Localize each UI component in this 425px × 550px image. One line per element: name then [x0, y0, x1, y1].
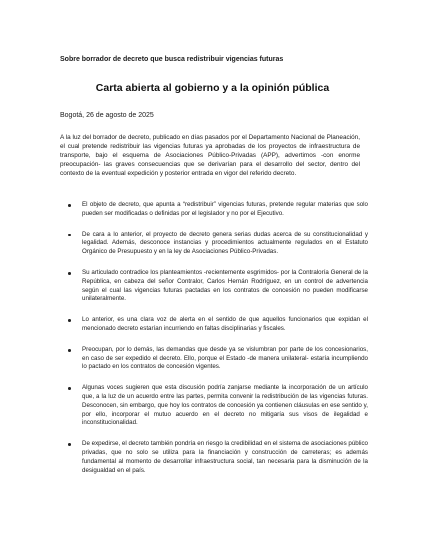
bullet-item: [68, 346, 368, 372]
bullet-text: Lo anterior, es una clara voz de alerta en el sentido de que aquellos funcionarios que expidan el mencionado decreto estarían incurriendo en faltas disciplinarias y fiscales.: [82, 316, 368, 332]
bullet-list: [68, 201, 368, 487]
intro-paragraph: A la luz del borrador de decreto, publicado en días pasados por el Departamento Nacional de Planeación, el cual pretende redistribuir las vigencias futuras ya aprobadas de los proyectos de infraestructura de transporte, bajo el esquema de Asociaciones Público-Privadas (APP), advertimos -con enorme preocupación- las graves consecuencias que se derivarían para el desarrollo del sector, dentro del contexto de la eventual expedición y posterior entrada en vigor del referido decreto.: [60, 134, 360, 178]
document-kicker: Sobre borrador de decreto que busca redistribuir vigencias futuras: [60, 56, 284, 63]
bullet-dot-icon: [68, 204, 71, 207]
bullet-item: [68, 269, 368, 304]
dateline: Bogotá, 26 de agosto de 2025: [60, 112, 154, 119]
bullet-text: Algunas voces sugieren que esta discusión podría zanjarse mediante la incorporación de un artículo que, a la luz de un acuerdo entre las partes, permita convenir la redistribución de las vigencias futuras. Desconocen, sin embargo, que hoy los contratos de concesión ya contienen cláusulas en ese sentido y, por ello, incorporar el mutuo acuerdo en el decreto no mitigaría sus visos de ilegalidad e inconstitucionalidad.: [82, 384, 368, 427]
bullet-item: [68, 316, 368, 334]
bullet-text: De expedirse, el decreto también pondría en riesgo la credibilidad en el sistema de asociaciones público privadas, que no solo se utiliza para la financiación y construcción de carreteras; es además fundamental al momento de desarrollar infraestructura social, tan necesaria para la disminución de la desigualdad en el país.: [82, 440, 368, 474]
bullet-text: El objeto de decreto, que apunta a “redistribuir” vigencias futuras, pretende regular materias que solo pueden ser modificadas o definidas por el legislador y no por el Ejecutivo.: [82, 201, 368, 217]
bullet-text: De cara a lo anterior, el proyecto de decreto genera serias dudas acerca de su constitucionalidad y legalidad. Además, desconoce instancias y procedimientos actualmente regulados en el Estatuto Orgánico de Presupuesto y en la ley de Asociaciones Público-Privadas.: [82, 230, 368, 256]
bullet-dot-icon: [68, 387, 71, 390]
bullet-item: [68, 440, 368, 475]
document-title: Carta abierta al gobierno y a la opinión pública: [95, 82, 330, 94]
bullet-dot-icon: [68, 272, 71, 275]
bullet-text: Preocupan, por lo demás, las demandas que desde ya se vislumbran por parte de los concesionarios, en caso de ser expedido el decreto. Ello, porque el Estado -de manera unilateral- estaría incumpliendo lo pactado en los contratos de concesión vigentes.: [82, 345, 368, 371]
bullet-dot-icon: [68, 319, 71, 322]
bullet-text: Su articulado contradice los planteamientos -recientemente esgrimidos- por la Contraloría General de la República, en cabeza del señor Contralor, Carlos Hernán Rodríguez, en un control de advertencia según el cual las vigencias futuras pactadas en los contratos de concesión no pueden modificarse unilateralmente.: [82, 268, 368, 303]
bullet-dot-icon: [68, 443, 71, 446]
bullet-item: [68, 384, 368, 428]
bullet-item: [68, 201, 368, 219]
bullet-dot-icon: [68, 349, 71, 352]
bullet-dot-icon: [68, 234, 71, 237]
bullet-item: [68, 231, 368, 257]
